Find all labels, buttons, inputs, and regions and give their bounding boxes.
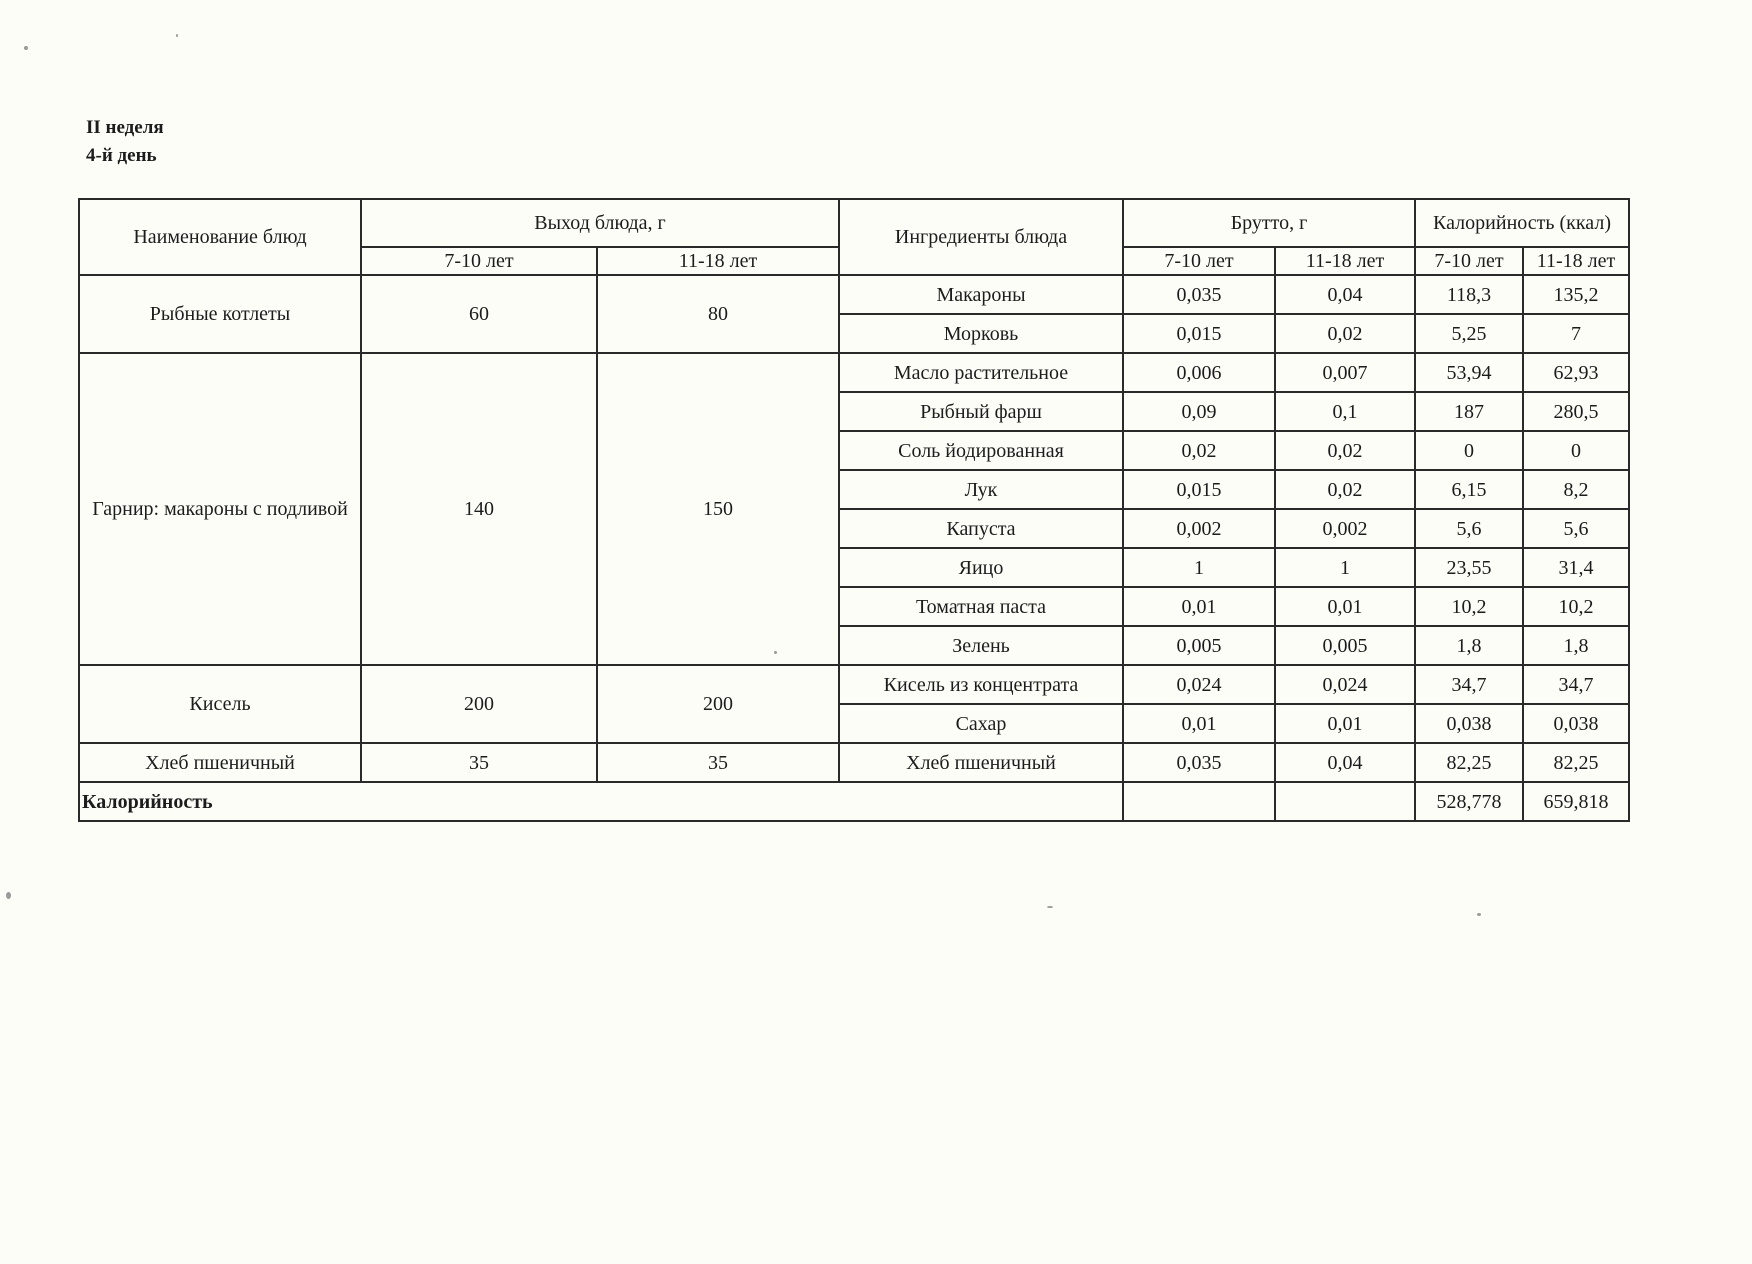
table-row (79, 743, 1629, 782)
gross-7-10: 0,006 (1123, 353, 1275, 392)
dish-yield-11-18: 35 (597, 743, 839, 782)
gross-11-18: 0,007 (1275, 353, 1415, 392)
kcal-7-10: 0 (1415, 431, 1523, 470)
gross-7-10: 0,005 (1123, 626, 1275, 665)
kcal-11-18: 7 (1523, 314, 1629, 353)
kcal-11-18: 280,5 (1523, 392, 1629, 431)
kcal-7-10: 23,55 (1415, 548, 1523, 587)
ingredient-name: Рыбный фарш (839, 392, 1123, 431)
kcal-7-10: 82,25 (1415, 743, 1523, 782)
ingredient-name: Хлеб пшеничный (839, 743, 1123, 782)
header-gross: Брутто, г (1123, 199, 1415, 247)
kcal-11-18: 8,2 (1523, 470, 1629, 509)
gross-11-18: 0,005 (1275, 626, 1415, 665)
dish-name: Гарнир: макароны с подливой (79, 353, 361, 665)
day-label: 4-й день (86, 145, 157, 166)
gross-7-10: 0,01 (1123, 704, 1275, 743)
gross-11-18: 0,002 (1275, 509, 1415, 548)
total-gross-11-18 (1275, 782, 1415, 821)
gross-11-18: 0,02 (1275, 431, 1415, 470)
gross-11-18: 0,04 (1275, 275, 1415, 314)
kcal-11-18: 0,038 (1523, 704, 1629, 743)
kcal-7-10: 53,94 (1415, 353, 1523, 392)
speck (774, 651, 777, 654)
dish-yield-7-10: 200 (361, 665, 597, 743)
gross-11-18: 0,1 (1275, 392, 1415, 431)
ingredient-name: Зелень (839, 626, 1123, 665)
speck (1047, 906, 1053, 908)
header-dish-name: Наименование блюд (79, 199, 361, 275)
header-kcal-age-7-10: 7-10 лет (1415, 247, 1523, 275)
gross-11-18: 0,024 (1275, 665, 1415, 704)
ingredient-name: Яицо (839, 548, 1123, 587)
dish-name: Рыбные котлеты (79, 275, 361, 353)
header-row (79, 199, 1629, 247)
dish-name: Кисель (79, 665, 361, 743)
header-kcal-age-11-18: 11-18 лет (1523, 247, 1629, 275)
kcal-11-18: 34,7 (1523, 665, 1629, 704)
gross-7-10: 1 (1123, 548, 1275, 587)
total-label: Калорийность (79, 782, 1123, 821)
total-kcal-7-10: 528,778 (1415, 782, 1523, 821)
kcal-11-18: 82,25 (1523, 743, 1629, 782)
gross-11-18: 0,02 (1275, 470, 1415, 509)
gross-11-18: 0,01 (1275, 704, 1415, 743)
kcal-7-10: 6,15 (1415, 470, 1523, 509)
header-calories: Калорийность (ккал) (1415, 199, 1629, 247)
ingredient-name: Кисель из концентрата (839, 665, 1123, 704)
kcal-11-18: 1,8 (1523, 626, 1629, 665)
ingredient-name: Масло растительное (839, 353, 1123, 392)
table-row (79, 665, 1629, 704)
header-gross-age-7-10: 7-10 лет (1123, 247, 1275, 275)
kcal-7-10: 5,6 (1415, 509, 1523, 548)
dish-name: Хлеб пшеничный (79, 743, 361, 782)
dish-yield-7-10: 35 (361, 743, 597, 782)
speck (6, 892, 11, 899)
gross-7-10: 0,024 (1123, 665, 1275, 704)
ingredient-name: Сахар (839, 704, 1123, 743)
kcal-11-18: 31,4 (1523, 548, 1629, 587)
kcal-11-18: 5,6 (1523, 509, 1629, 548)
kcal-7-10: 5,25 (1415, 314, 1523, 353)
ingredient-name: Томатная паста (839, 587, 1123, 626)
gross-7-10: 0,002 (1123, 509, 1275, 548)
table-row (79, 275, 1629, 314)
ingredient-name: Капуста (839, 509, 1123, 548)
speck (24, 46, 28, 50)
kcal-7-10: 187 (1415, 392, 1523, 431)
gross-11-18: 0,04 (1275, 743, 1415, 782)
gross-7-10: 0,01 (1123, 587, 1275, 626)
kcal-11-18: 62,93 (1523, 353, 1629, 392)
speck (176, 34, 178, 37)
gross-7-10: 0,015 (1123, 470, 1275, 509)
gross-11-18: 0,02 (1275, 314, 1415, 353)
kcal-11-18: 0 (1523, 431, 1629, 470)
ingredient-name: Морковь (839, 314, 1123, 353)
kcal-7-10: 1,8 (1415, 626, 1523, 665)
gross-11-18: 1 (1275, 548, 1415, 587)
page-heading (86, 114, 164, 170)
gross-7-10: 0,09 (1123, 392, 1275, 431)
table-row (79, 353, 1629, 392)
total-row (79, 782, 1629, 821)
header-yield-age-7-10: 7-10 лет (361, 247, 597, 275)
dish-yield-7-10: 140 (361, 353, 597, 665)
ingredient-name: Макароны (839, 275, 1123, 314)
gross-7-10: 0,015 (1123, 314, 1275, 353)
dish-yield-11-18: 200 (597, 665, 839, 743)
dish-yield-7-10: 60 (361, 275, 597, 353)
header-yield: Выход блюда, г (361, 199, 839, 247)
kcal-7-10: 34,7 (1415, 665, 1523, 704)
week-label: II неделя (86, 117, 164, 138)
gross-11-18: 0,01 (1275, 587, 1415, 626)
gross-7-10: 0,02 (1123, 431, 1275, 470)
ingredient-name: Соль йодированная (839, 431, 1123, 470)
total-kcal-11-18: 659,818 (1523, 782, 1629, 821)
kcal-11-18: 135,2 (1523, 275, 1629, 314)
speck (1477, 913, 1481, 916)
kcal-7-10: 118,3 (1415, 275, 1523, 314)
dish-yield-11-18: 80 (597, 275, 839, 353)
ingredient-name: Лук (839, 470, 1123, 509)
dish-yield-11-18: 150 (597, 353, 839, 665)
gross-7-10: 0,035 (1123, 743, 1275, 782)
kcal-7-10: 0,038 (1415, 704, 1523, 743)
header-yield-age-11-18: 11-18 лет (597, 247, 839, 275)
kcal-7-10: 10,2 (1415, 587, 1523, 626)
header-gross-age-11-18: 11-18 лет (1275, 247, 1415, 275)
gross-7-10: 0,035 (1123, 275, 1275, 314)
kcal-11-18: 10,2 (1523, 587, 1629, 626)
menu-table (78, 198, 1630, 822)
total-gross-7-10 (1123, 782, 1275, 821)
header-ingredients: Ингредиенты блюда (839, 199, 1123, 275)
